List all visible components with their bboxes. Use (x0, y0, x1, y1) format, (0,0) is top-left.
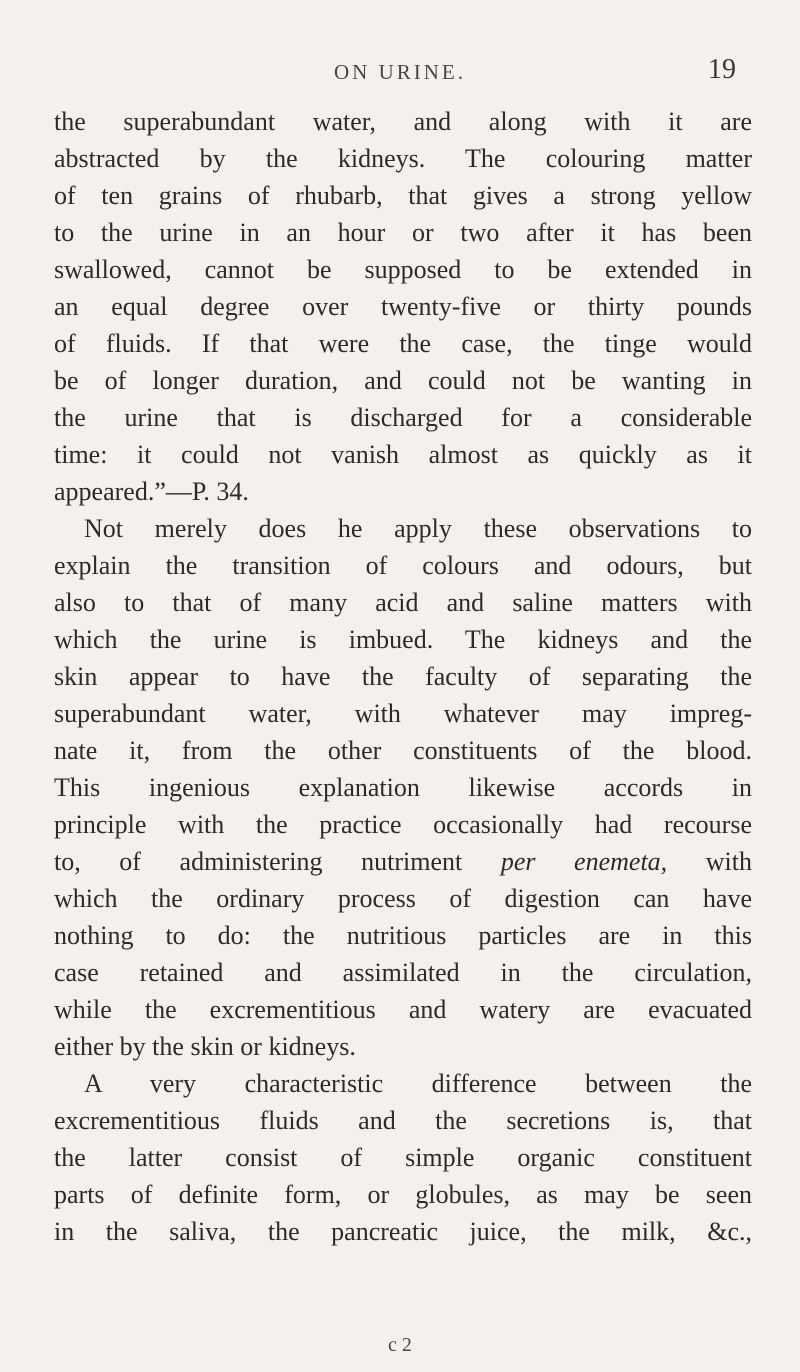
text-line: of ten grains of rhubarb, that gives a strong yellow (54, 181, 752, 210)
text-line: skin appear to have the faculty of separating the (54, 662, 752, 691)
paragraph-start-line: A very characteristic difference between the (84, 1069, 752, 1098)
text-line: time: it could not vanish almost as quickly as it (54, 440, 752, 469)
text-line: swallowed, cannot be supposed to be extended in (54, 255, 752, 284)
text-line-with-italic (54, 843, 752, 880)
text-line: superabundant water, with whatever may impreg- (54, 699, 752, 728)
text-line: This ingenious explanation likewise accords in (54, 773, 752, 802)
page-number: 19 (708, 54, 736, 85)
line-text: to, of administering nutriment (54, 847, 501, 876)
body-text (54, 103, 752, 1250)
text-line: which the urine is imbued. The kidneys and the (54, 625, 752, 654)
text-line: excrementitious fluids and the secretions is, that (54, 1106, 752, 1135)
signature-mark: c 2 (388, 1334, 412, 1356)
text-line: nothing to do: the nutritious particles are in this (54, 921, 752, 950)
text-line: explain the transition of colours and odours, but (54, 551, 752, 580)
text-line: the latter consist of simple organic constituent (54, 1143, 752, 1172)
text-line: parts of definite form, or globules, as may be seen (54, 1180, 752, 1209)
running-head: ON URINE. (334, 60, 466, 84)
text-line: be of longer duration, and could not be wanting in (54, 366, 752, 395)
text-line: which the ordinary process of digestion can have (54, 884, 752, 913)
text-line: nate it, from the other constituents of the blood. (54, 736, 752, 765)
text-line: in the saliva, the pancreatic juice, the milk, &c., (54, 1217, 752, 1246)
text-line: abstracted by the kidneys. The colouring matter (54, 144, 752, 173)
text-line: principle with the practice occasionally had recourse (54, 810, 752, 839)
line-tail: with (667, 847, 752, 876)
text-line: to the urine in an hour or two after it has been (54, 218, 752, 247)
text-line: appeared.”—P. 34. (54, 477, 249, 506)
paragraph-start-line: Not merely does he apply these observations to (84, 514, 752, 543)
text-line: of fluids. If that were the case, the tinge would (54, 329, 752, 358)
page-header (0, 54, 800, 94)
text-line: while the excrementitious and watery are evacuated (54, 995, 752, 1024)
text-line: the superabundant water, and along with it are (54, 107, 752, 136)
text-line: case retained and assimilated in the circulation, (54, 958, 752, 987)
text-line: either by the skin or kidneys. (54, 1032, 356, 1061)
text-line: the urine that is discharged for a considerable (54, 403, 752, 432)
italic-phrase: per enemeta, (500, 847, 668, 876)
text-line: an equal degree over twenty-five or thirty pounds (54, 292, 752, 321)
text-line: also to that of many acid and saline matters with (54, 588, 752, 617)
